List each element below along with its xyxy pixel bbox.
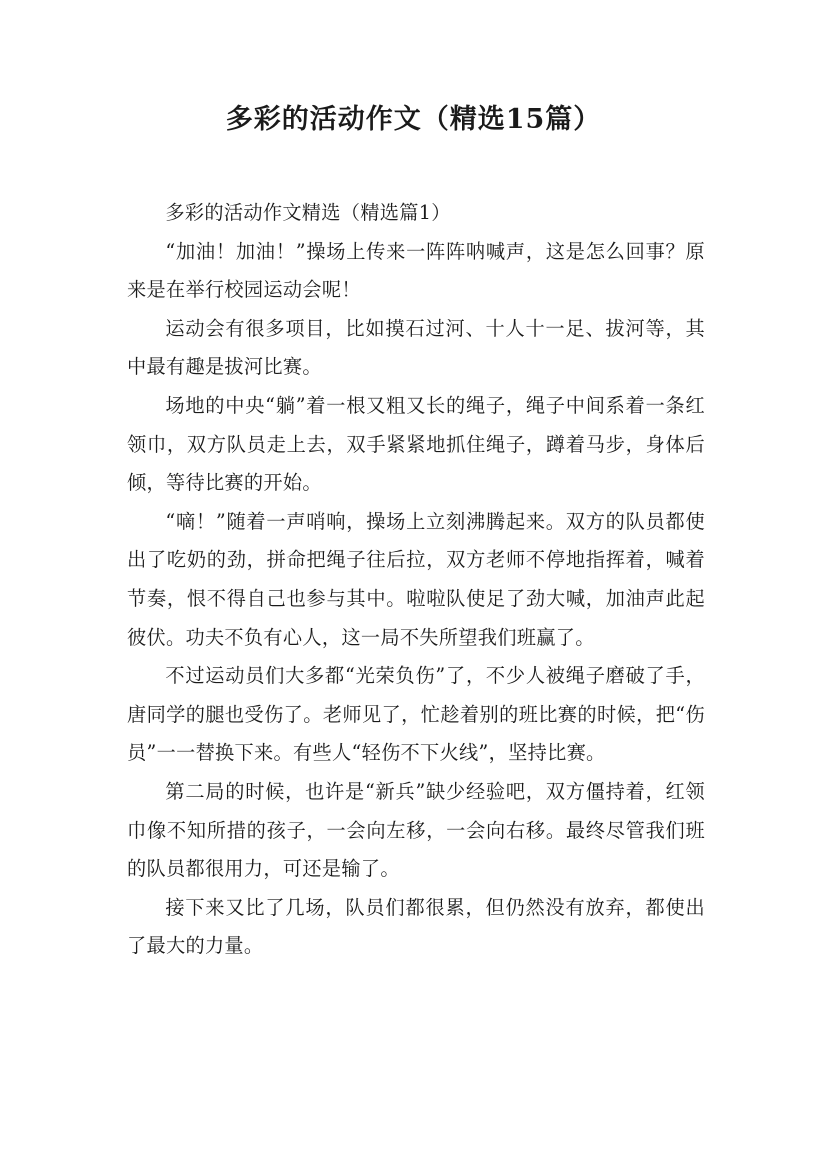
body-paragraph: 不过运动员们大多都“光荣负伤”了，不少人被绳子磨破了手，唐同学的腿也受伤了。老师见了，忙趁着别的班比赛的时候，把“伤员”一一替换下来。有些人“轻伤不下火线”，坚持比赛。 (127, 664, 705, 765)
body-paragraph: 接下来又比了几场，队员们都很累，但仍然没有放弃，都使出了最大的力量。 (127, 895, 705, 958)
body-paragraph: 运动会有很多项目，比如摸石过河、十人十一足、拔河等，其中最有趣是拔河比赛。 (127, 316, 705, 379)
document-body (127, 194, 705, 966)
body-paragraph: “加油！加油！”操场上传来一阵阵呐喊声，这是怎么回事？原来是在举行校园运动会呢！ (127, 239, 705, 302)
section-heading: 多彩的活动作文精选（精选篇1） (165, 201, 451, 224)
body-paragraph: 第二局的时候，也许是“新兵”缺少经验吧，双方僵持着，红领巾像不知所措的孩子，一会向左移，一会向右移。最终尽管我们班的队员都很用力，可还是输了。 (127, 779, 705, 881)
document-title: 多彩的活动作文（精选15篇） (225, 104, 602, 135)
body-paragraph: 场地的中央“躺”着一根又粗又长的绳子，绳子中间系着一条红领巾，双方队员走上去，双手紧紧地抓住绳子，蹲着马步，身体后倾，等待比赛的开始。 (127, 393, 705, 495)
body-paragraph: “嘀！”随着一声哨响，操场上立刻沸腾起来。双方的队员都使出了吃奶的劲，拼命把绳子往后拉，双方老师不停地指挥着，喊着节奏，恨不得自己也参与其中。啦啦队使足了劲大喊，加油声此起彼伏。功夫不负有心人，这一局不失所望我们班赢了。 (127, 509, 705, 649)
